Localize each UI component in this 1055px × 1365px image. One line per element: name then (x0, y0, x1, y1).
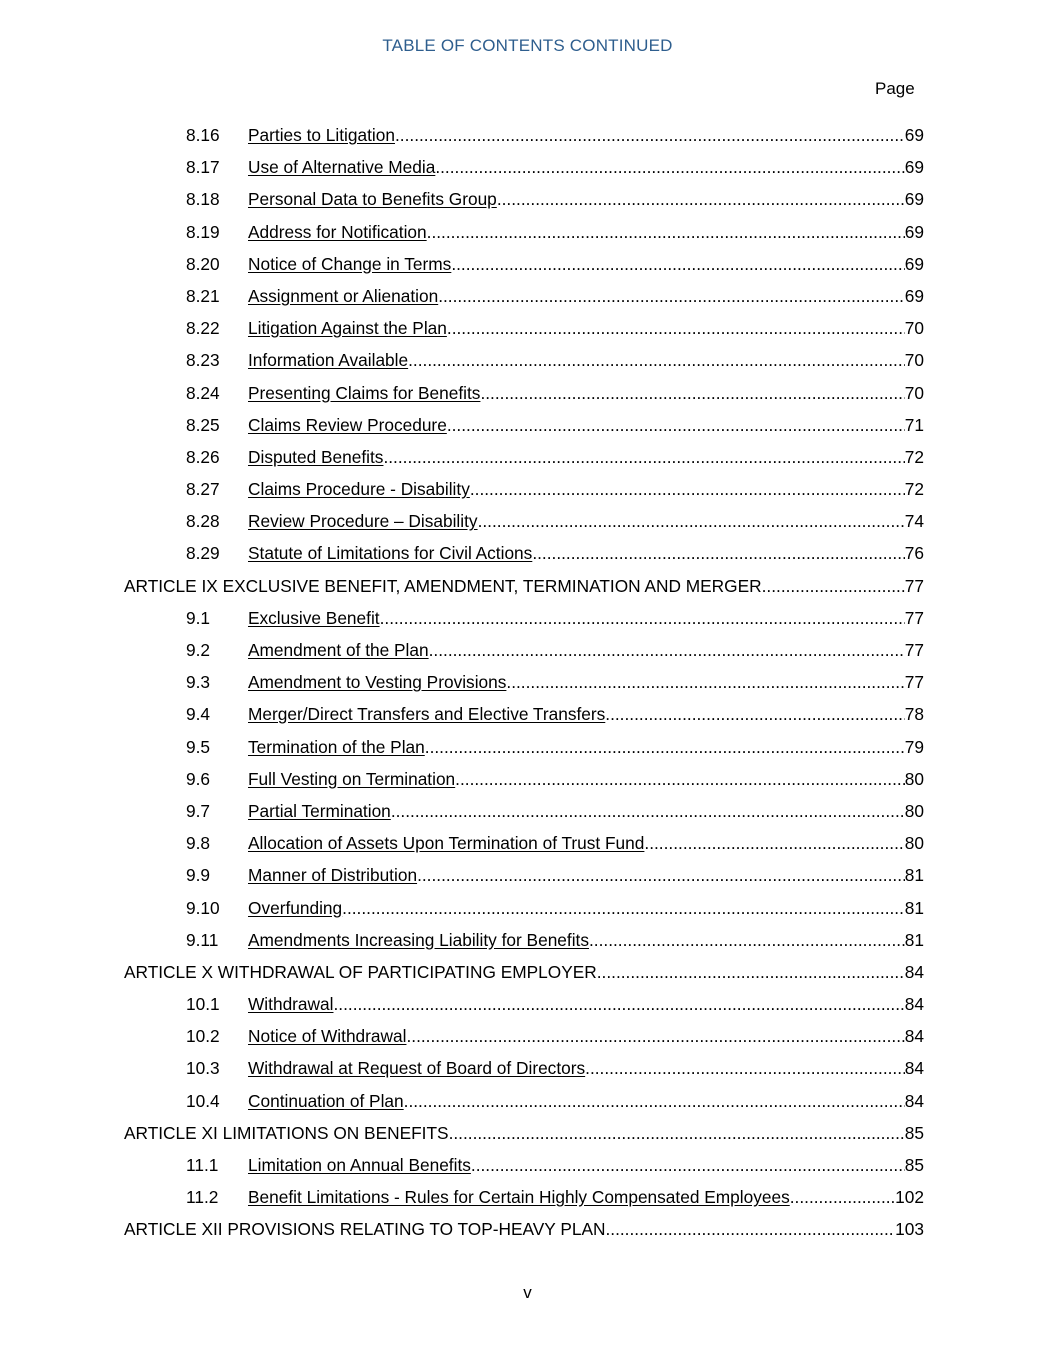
dot-leader (435, 151, 904, 183)
toc-section-link[interactable]: Manner of Distribution (248, 865, 418, 886)
toc-entry-line (124, 1213, 924, 1245)
toc-section-entry[interactable] (0, 1181, 1055, 1213)
toc-entry-line (248, 473, 924, 505)
toc-article-entry[interactable] (0, 570, 1055, 602)
toc-section-link[interactable]: Merger/Direct Transfers and Elective Transfers (248, 704, 606, 725)
toc-entry-number: 8.27 (186, 479, 220, 500)
toc-section-link[interactable]: Assignment or Alienation (248, 285, 439, 306)
toc-section-entry[interactable] (0, 698, 1055, 730)
toc-section-link[interactable]: Address for Notification (248, 221, 427, 242)
toc-entry-line (248, 344, 924, 376)
toc-entry-number: 8.26 (186, 446, 220, 467)
toc-article-entry[interactable] (0, 1213, 1055, 1245)
toc-entry-number: 8.23 (186, 350, 220, 371)
toc-entry-line (248, 1020, 924, 1052)
toc-section-link[interactable]: Claims Procedure - Disability (248, 479, 470, 500)
toc-section-link[interactable]: Disputed Benefits (248, 446, 384, 467)
toc-entry-number: 9.9 (186, 865, 211, 886)
dot-leader (383, 441, 904, 473)
dot-leader (605, 1213, 895, 1245)
dot-leader (449, 1117, 905, 1149)
dot-leader (417, 859, 905, 891)
toc-section-link[interactable]: Amendment to Vesting Provisions (248, 672, 507, 693)
toc-page-number: 81 (904, 929, 924, 950)
toc-page-number: 102 (895, 1187, 924, 1208)
toc-entry-line (124, 956, 924, 988)
toc-section-link[interactable]: Litigation Against the Plan (248, 318, 447, 339)
toc-page-number: 72 (904, 479, 924, 500)
toc-page-number: 84 (904, 994, 924, 1015)
toc-section-link[interactable]: Information Available (248, 350, 409, 371)
toc-section-link[interactable]: Personal Data to Benefits Group (248, 189, 497, 210)
dot-leader (427, 216, 905, 248)
toc-section-entry[interactable] (0, 1149, 1055, 1181)
toc-page-number: 81 (904, 865, 924, 886)
toc-page-number: 79 (904, 736, 924, 757)
toc-section-link[interactable]: Continuation of Plan (248, 1090, 404, 1111)
toc-page-number: 71 (904, 414, 924, 435)
toc-entry-line (248, 1052, 924, 1084)
toc-section-entry[interactable] (0, 859, 1055, 891)
dot-leader (380, 602, 905, 634)
toc-page-number: 70 (904, 350, 924, 371)
toc-page-number: 84 (904, 1090, 924, 1111)
toc-page-number: 74 (904, 511, 924, 532)
toc-section-link[interactable]: Overfunding (248, 897, 343, 918)
dot-leader (447, 312, 905, 344)
toc-entry-line (248, 763, 924, 795)
dot-leader (762, 570, 905, 602)
toc-page-number: 80 (904, 768, 924, 789)
toc-page-number: 77 (904, 672, 924, 693)
toc-page-number: 81 (904, 897, 924, 918)
dot-leader (451, 248, 904, 280)
toc-page-number: 70 (904, 318, 924, 339)
toc-entry-number: 9.4 (186, 704, 211, 725)
toc-entry-number: 11.1 (186, 1155, 219, 1175)
toc-section-entry[interactable] (0, 505, 1055, 537)
toc-section-link[interactable]: Amendments Increasing Liability for Benefits (248, 929, 589, 950)
toc-entry-line (248, 441, 924, 473)
toc-entry-line (248, 988, 924, 1020)
toc-section-entry[interactable] (0, 409, 1055, 441)
toc-section-entry[interactable] (0, 119, 1055, 151)
toc-page-number: 72 (904, 446, 924, 467)
toc-article-title: ARTICLE X WITHDRAWAL OF PARTICIPATING EMPLOYER (124, 961, 597, 982)
toc-entry-line (248, 409, 924, 441)
dot-leader (471, 1149, 905, 1181)
toc-entry-line (248, 1085, 924, 1117)
dot-leader (395, 119, 905, 151)
page-column-label: Page (875, 79, 915, 98)
toc-entry-number: 8.19 (186, 221, 220, 242)
toc-entry-number: 8.29 (186, 543, 220, 564)
toc-entry-line (124, 570, 924, 602)
toc-page-number: 80 (904, 833, 924, 854)
toc-entry-line (248, 1149, 924, 1181)
toc-entry-number: 8.20 (186, 253, 220, 274)
toc-entry-line (248, 666, 924, 698)
toc-section-link[interactable]: Statute of Limitations for Civil Actions (248, 543, 533, 564)
dot-leader (470, 473, 905, 505)
toc-entry-number: 8.24 (186, 382, 220, 403)
toc-section-entry[interactable] (0, 634, 1055, 666)
toc-article-entry[interactable] (0, 1117, 1055, 1149)
toc-page-number: 77 (904, 640, 924, 660)
dot-leader (585, 1052, 905, 1084)
toc-entry-number: 9.8 (186, 833, 211, 854)
toc-page-number: 80 (904, 800, 924, 821)
toc-entry-number: 9.6 (186, 768, 211, 789)
toc-section-entry[interactable] (0, 216, 1055, 248)
dot-leader (790, 1181, 895, 1213)
footer-page-number: v (523, 1283, 532, 1302)
dot-leader (597, 956, 905, 988)
toc-entry-line (248, 312, 924, 344)
toc-entry-number: 9.3 (186, 672, 211, 693)
toc-page-number: 84 (904, 1026, 924, 1047)
toc-page-number: 84 (904, 1058, 924, 1079)
toc-entry-number: 8.16 (186, 125, 220, 145)
toc-article-title: ARTICLE XI LIMITATIONS ON BENEFITS (124, 1122, 449, 1143)
toc-entry-line (248, 537, 924, 569)
toc-section-entry[interactable] (0, 248, 1055, 280)
toc-section-entry[interactable] (0, 1085, 1055, 1117)
toc-section-entry[interactable] (0, 731, 1055, 763)
toc-entry-line (248, 859, 924, 891)
dot-leader (333, 988, 904, 1020)
toc-entry-number: 9.2 (186, 640, 211, 660)
toc-page-number: 69 (904, 125, 924, 145)
toc-entry-number: 8.18 (186, 189, 220, 210)
toc-entry-number: 10.2 (186, 1026, 220, 1047)
toc-entry-line (124, 1117, 924, 1149)
toc-section-link[interactable]: Presenting Claims for Benefits (248, 382, 481, 403)
toc-entry-number: 8.17 (186, 157, 220, 178)
dot-leader (404, 1085, 905, 1117)
dot-leader (455, 763, 905, 795)
toc-section-link[interactable]: Termination of the Plan (248, 736, 425, 757)
toc-section-link[interactable]: Full Vesting on Termination (248, 768, 456, 789)
toc-entry-line (248, 634, 924, 666)
toc-section-entry[interactable] (0, 827, 1055, 859)
toc-entry-number: 11.2 (186, 1187, 219, 1208)
toc-article-title: ARTICLE IX EXCLUSIVE BENEFIT, AMENDMENT, TERMINATION AND MERGER (124, 575, 762, 596)
toc-section-entry[interactable] (0, 183, 1055, 215)
toc-section-link[interactable]: Limitation on Annual Benefits (248, 1155, 471, 1175)
toc-page-number: 85 (904, 1122, 924, 1143)
toc-article-entry[interactable] (0, 956, 1055, 988)
dot-leader (644, 827, 904, 859)
toc-entry-line (248, 795, 924, 827)
toc-section-link[interactable]: Withdrawal (248, 994, 334, 1015)
toc-entry-number: 9.5 (186, 736, 211, 757)
toc-page-number: 84 (904, 961, 924, 982)
dot-leader (480, 377, 904, 409)
toc-entry-line (248, 698, 924, 730)
toc-entry-line (248, 248, 924, 280)
dot-leader (406, 1020, 904, 1052)
toc-section-link[interactable]: Claims Review Procedure (248, 414, 447, 435)
toc-page-number: 77 (904, 607, 924, 628)
toc-section-entry[interactable] (0, 151, 1055, 183)
dot-leader (425, 731, 905, 763)
toc-section-link[interactable]: Use of Alternative Media (248, 157, 436, 178)
toc-entry-number: 9.11 (186, 929, 219, 950)
toc-page-number: 77 (904, 575, 924, 596)
dot-leader (391, 795, 905, 827)
dot-leader (497, 183, 905, 215)
toc-section-entry[interactable] (0, 763, 1055, 795)
toc-page-number: 69 (904, 157, 924, 178)
toc-section-entry[interactable] (0, 441, 1055, 473)
table-of-contents (0, 119, 1055, 1246)
toc-section-entry[interactable] (0, 473, 1055, 505)
dot-leader (605, 698, 904, 730)
toc-page-number: 69 (904, 221, 924, 242)
toc-page-number: 69 (904, 285, 924, 306)
toc-section-entry[interactable] (0, 988, 1055, 1020)
toc-section-entry[interactable] (0, 312, 1055, 344)
toc-section-entry[interactable] (0, 537, 1055, 569)
dot-leader (429, 634, 905, 666)
toc-entry-line (248, 731, 924, 763)
toc-entry-number: 8.22 (186, 318, 220, 339)
toc-section-link[interactable]: Partial Termination (248, 800, 391, 821)
toc-entry-number: 8.25 (186, 414, 220, 435)
toc-section-entry[interactable] (0, 377, 1055, 409)
toc-section-link[interactable]: Amendment of the Plan (248, 640, 429, 660)
toc-entry-number: 8.21 (186, 285, 220, 306)
dot-leader (408, 344, 905, 376)
toc-entry-number: 9.10 (186, 897, 220, 918)
toc-section-entry[interactable] (0, 795, 1055, 827)
toc-page-number: 70 (904, 382, 924, 403)
toc-page-number: 78 (904, 704, 924, 725)
toc-entry-number: 9.7 (186, 800, 211, 821)
toc-section-link[interactable]: Parties to Litigation (248, 125, 395, 145)
toc-section-entry[interactable] (0, 924, 1055, 956)
toc-entry-line (248, 505, 924, 537)
toc-page-number: 76 (904, 543, 924, 564)
toc-entry-line (248, 602, 924, 634)
toc-entry-number: 9.1 (186, 607, 211, 628)
page-title: TABLE OF CONTENTS CONTINUED (382, 36, 673, 55)
toc-entry-line (248, 280, 924, 312)
toc-section-entry[interactable] (0, 892, 1055, 924)
toc-section-link[interactable]: Exclusive Benefit (248, 607, 380, 628)
toc-section-entry[interactable] (0, 666, 1055, 698)
toc-entry-line (248, 827, 924, 859)
toc-entry-number: 8.28 (186, 511, 220, 532)
toc-entry-line (248, 151, 924, 183)
toc-entry-line (248, 119, 924, 151)
toc-entry-line (248, 1181, 924, 1213)
toc-entry-line (248, 183, 924, 215)
dot-leader (438, 280, 905, 312)
toc-entry-number: 10.4 (186, 1090, 220, 1111)
dot-leader (506, 666, 904, 698)
toc-page-number: 69 (904, 189, 924, 210)
toc-article-title: ARTICLE XII PROVISIONS RELATING TO TOP-HEAVY PLAN (124, 1219, 606, 1240)
toc-page-number: 69 (904, 253, 924, 274)
dot-leader (589, 924, 905, 956)
toc-section-link[interactable]: Notice of Withdrawal (248, 1026, 407, 1047)
toc-section-entry[interactable] (0, 602, 1055, 634)
toc-section-link[interactable]: Withdrawal at Request of Board of Directors (248, 1058, 586, 1079)
toc-entry-line (248, 377, 924, 409)
toc-entry-line (248, 892, 924, 924)
dot-leader (447, 409, 905, 441)
toc-page-number: 85 (904, 1155, 924, 1175)
toc-section-entry[interactable] (0, 344, 1055, 376)
toc-section-link[interactable]: Review Procedure – Disability (248, 511, 478, 532)
toc-section-link[interactable]: Notice of Change in Terms (248, 253, 452, 274)
toc-section-link[interactable]: Allocation of Assets Upon Termination of Trust Fund (248, 833, 645, 854)
toc-section-entry[interactable] (0, 280, 1055, 312)
toc-section-link[interactable]: Benefit Limitations - Rules for Certain Highly Compensated Employees (248, 1187, 790, 1208)
toc-section-entry[interactable] (0, 1020, 1055, 1052)
toc-entry-number: 10.1 (186, 994, 220, 1015)
dot-leader (532, 537, 904, 569)
dot-leader (342, 892, 905, 924)
toc-entry-line (248, 924, 924, 956)
dot-leader (478, 505, 905, 537)
toc-section-entry[interactable] (0, 1052, 1055, 1084)
toc-entry-line (248, 216, 924, 248)
toc-page-number: 103 (895, 1219, 924, 1240)
toc-entry-number: 10.3 (186, 1058, 220, 1079)
